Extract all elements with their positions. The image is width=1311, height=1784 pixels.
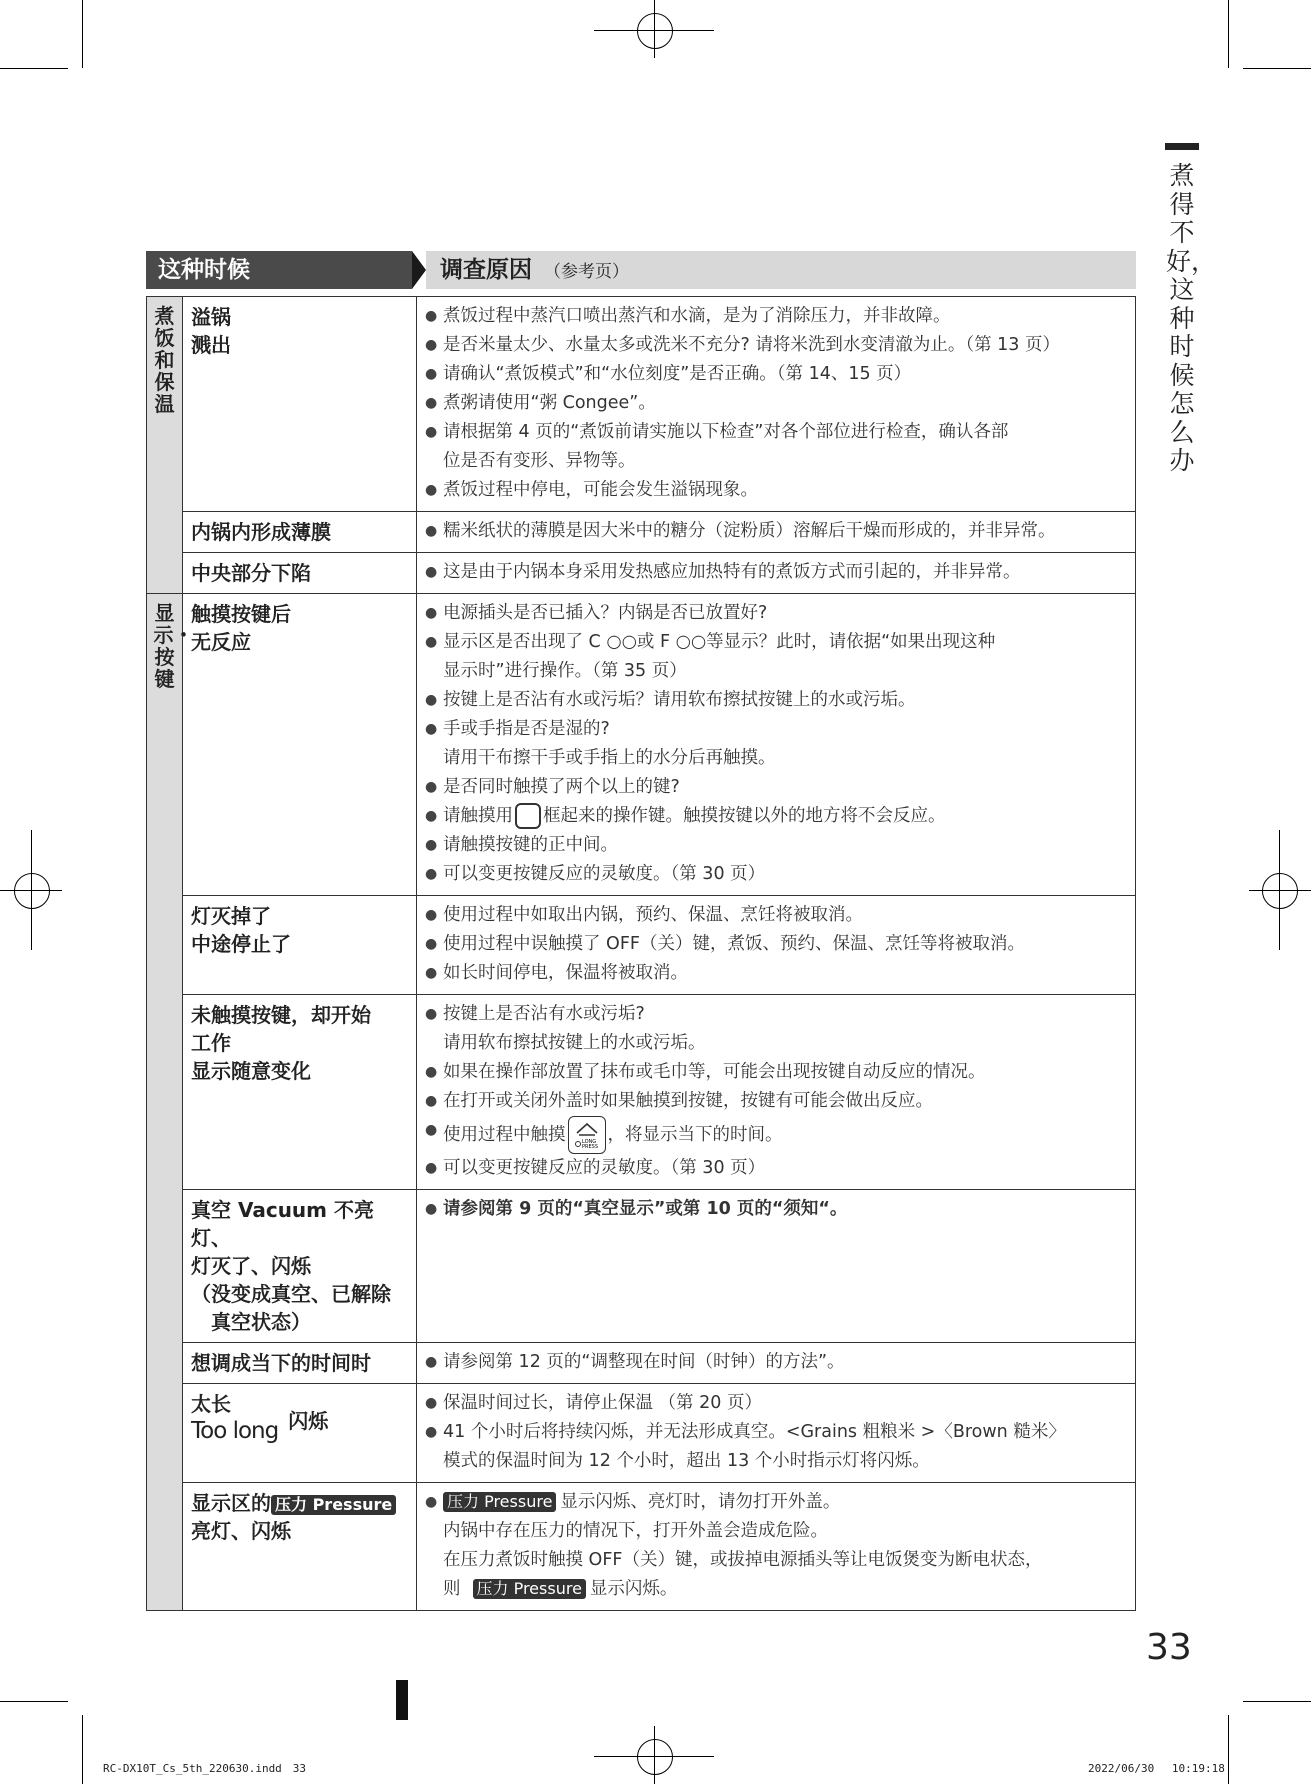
cause-line: ● 使用过程中误触摸了 OFF（关）键，煮饭、预约、保温、烹饪等将被取消。 <box>425 930 1127 959</box>
cause-text: 请触摸用 <box>443 806 513 826</box>
cause-text: 使用过程中触摸 <box>443 1125 566 1145</box>
table-row <box>147 594 1136 896</box>
cause-line: 在压力煮饭时触摸 OFF（关）键，或拔掉电源插头等让电饭煲变为断电状态， <box>443 1550 1043 1570</box>
symptom-cell <box>183 297 417 512</box>
symptom-line: 工作 <box>191 1031 231 1055</box>
cause-cell <box>417 594 1136 896</box>
cause-line: ● 请触摸按键的正中间。 <box>425 831 1127 860</box>
table-row <box>147 1384 1136 1483</box>
symptom-text: 显示区的 <box>191 1491 271 1515</box>
cause-line: ● 可以变更按键反应的灵敏度。（第 30 页） <box>425 860 1127 889</box>
troubleshooting-table <box>146 296 1136 1611</box>
long-press-icon <box>568 1116 606 1154</box>
symptom-cell <box>183 1190 417 1343</box>
symptom-line: 内锅内形成薄膜 <box>191 520 331 544</box>
cause-text: 框起来的操作键。触摸按键以外的地方将不会反应。 <box>543 806 946 826</box>
header-arrow-icon <box>412 251 426 289</box>
symptom-line: 触摸按键后 <box>191 602 291 626</box>
cause-cell <box>417 1384 1136 1483</box>
symptom-cell <box>183 553 417 594</box>
table-row <box>147 553 1136 594</box>
cause-line: ● 保温时间过长，请停止保温 （第 20 页） <box>425 1389 1127 1418</box>
cause-line: ● 如长时间停电，保温将被取消。 <box>425 959 1127 988</box>
cause-line: ● 使用过程中如取出内锅，预约、保温、烹饪将被取消。 <box>425 901 1127 930</box>
cause-line: ● 是否米量太少、水量太多或洗米不充分? 请将米洗到水变清澈为止。（第 13 页） <box>425 331 1127 360</box>
category-label <box>147 297 183 594</box>
svg-text:PRESS: PRESS <box>581 1144 598 1150</box>
symptom-line <box>191 1489 408 1517</box>
cause-line <box>425 1116 1127 1154</box>
symptom-line: 中途停止了 <box>191 932 291 956</box>
symptom-cell <box>183 512 417 553</box>
svg-text:LONG: LONG <box>581 1139 596 1145</box>
symptom-line: 中央部分下陷 <box>191 561 311 585</box>
binding-mark <box>396 1680 408 1720</box>
symptom-line: 太长 <box>191 1392 231 1416</box>
cause-text: 则 <box>443 1579 461 1599</box>
cause-line: ● 41 个小时后将持续闪烁，并无法形成真空。<Grains 粗粮米 >〈Brown 糙米〉 <box>425 1418 1127 1447</box>
header-cause-note: （参考页） <box>544 262 629 282</box>
cause-cell <box>417 995 1136 1190</box>
pressure-badge: 压力 Pressure <box>271 1495 396 1515</box>
cause-line: ● 显示区是否出现了 C ○○或 F ○○等显示？此时，请依据“如果出现这种 <box>425 628 1127 657</box>
cause-cell <box>417 1343 1136 1384</box>
page-number: 33 <box>1146 1627 1192 1668</box>
cause-line: ● 这是由于内锅本身采用发热感应加热特有的煮饭方式而引起的，并非异常。 <box>425 558 1127 587</box>
cause-cell <box>417 1483 1136 1611</box>
symptom-line: 溅出 <box>191 333 231 357</box>
too-long-display: Too long <box>191 1418 279 1444</box>
cause-cell <box>417 512 1136 553</box>
cause-line: ● 按键上是否沾有水或污垢？请用软布擦拭按键上的水或污垢。 <box>425 686 1127 715</box>
cause-cell <box>417 1190 1136 1343</box>
symptom-line: 真空 Vacuum 不亮灯、 <box>191 1198 374 1250</box>
cause-line: 请用软布擦拭按键上的水或污垢。 <box>443 1033 706 1053</box>
cause-line: ● 手或手指是否是湿的? <box>425 715 1127 744</box>
cause-line: ● 煮饭过程中停电，可能会发生溢锅现象。 <box>425 476 1127 505</box>
key-frame-icon <box>515 803 541 829</box>
symptom-line: 亮灯、闪烁 <box>191 1519 291 1543</box>
table-row <box>147 1190 1136 1343</box>
table-row <box>147 1343 1136 1384</box>
cause-line: ● 请参阅第 12 页的“调整现在时间（时钟）的方法”。 <box>425 1348 1127 1377</box>
cause-line: ● 可以变更按键反应的灵敏度。（第 30 页） <box>425 1154 1127 1183</box>
symptom-cell <box>183 1384 417 1483</box>
cause-line: ● 如果在操作部放置了抹布或毛巾等，可能会出现按键自动反应的情况。 <box>425 1058 1127 1087</box>
cause-line: ● 在打开或关闭外盖时如果触摸到按键，按键有可能会做出反应。 <box>425 1087 1127 1116</box>
cause-text: ，将显示当下的时间。 <box>607 1125 783 1145</box>
symptom-cell <box>183 896 417 995</box>
symptom-line: 想调成当下的时间时 <box>191 1351 371 1375</box>
cause-line: ● 煮饭过程中蒸汽口喷出蒸汽和水滴，是为了消除压力，并非故障。 <box>425 302 1127 331</box>
cause-line: 显示时”进行操作。（第 35 页） <box>443 661 687 681</box>
symptom-line: 无反应 <box>191 630 251 654</box>
cause-line: ● 是否同时触摸了两个以上的键? <box>425 773 1127 802</box>
symptom-cell <box>183 1343 417 1384</box>
category-label <box>147 594 194 1611</box>
symptom-cell <box>183 1483 417 1611</box>
symptom-line <box>191 1409 408 1444</box>
symptom-cell <box>183 995 417 1190</box>
cause-line: 内锅中存在压力的情况下，打开外盖会造成危险。 <box>443 1521 828 1541</box>
pressure-badge: 压力 Pressure <box>443 1492 556 1512</box>
cause-line: ● 煮粥请使用“粥 Congee”。 <box>425 389 1127 418</box>
table-header <box>146 251 1136 289</box>
symptom-line: 未触摸按键，却开始 <box>191 1003 371 1027</box>
cause-cell <box>417 553 1136 594</box>
cause-line: ● 按键上是否沾有水或污垢? <box>425 1000 1127 1029</box>
side-title: 煮得不好，这种时候怎么办 <box>1166 161 1217 475</box>
symptom-flash: 闪烁 <box>288 1409 329 1433</box>
cause-line: ● 请根据第 4 页的“煮饭前请实施以下检查”对各个部位进行检查，确认各部 <box>425 418 1127 447</box>
cause-cell <box>417 896 1136 995</box>
category-text: 显示・按键 <box>153 601 194 691</box>
table-row <box>147 512 1136 553</box>
table-row <box>147 896 1136 995</box>
symptom-line: 显示随意变化 <box>191 1059 311 1083</box>
cause-line <box>425 1488 1127 1517</box>
table-row <box>147 995 1136 1190</box>
cause-line: 请用干布擦干手或手指上的水分后再触摸。 <box>443 748 776 768</box>
footer-timestamp: 2022/06/30 10:19:18 <box>1088 1762 1225 1775</box>
cause-line: ● 电源插头是否已插入？内锅是否已放置好? <box>425 599 1127 628</box>
cause-text: 显示闪烁。 <box>589 1579 678 1599</box>
cause-line: 位是否有变形、异物等。 <box>443 451 636 471</box>
symptom-line: 灯灭掉了 <box>191 904 271 928</box>
cause-line: ● 请参阅第 9 页的“真空显示”或第 10 页的“须知“。 <box>425 1195 1127 1224</box>
side-title-bar <box>1165 143 1199 150</box>
symptom-line: 溢锅 <box>191 305 231 329</box>
symptom-line: 灯灭了、闪烁 <box>191 1254 311 1278</box>
cause-text: 显示闪烁、亮灯时，请勿打开外盖。 <box>560 1492 841 1512</box>
table-row <box>147 297 1136 512</box>
symptom-line: 真空状态） <box>191 1310 311 1334</box>
category-text: 煮饭和保温 <box>154 304 175 416</box>
cause-line <box>425 1575 1127 1604</box>
cause-line: 模式的保温时间为 12 个小时，超出 13 个小时指示灯将闪烁。 <box>443 1451 930 1471</box>
header-cause: 调查原因 （参考页） <box>426 251 1136 289</box>
symptom-line: （没变成真空、已解除 <box>191 1282 391 1306</box>
pressure-badge: 压力 Pressure <box>473 1579 586 1599</box>
footer-file: RC-DX10T_Cs_5th_220630.indd 33 <box>103 1762 307 1775</box>
table-row <box>147 1483 1136 1611</box>
symptom-cell <box>183 594 417 896</box>
cause-line <box>425 802 1127 831</box>
cause-line: ● 糯米纸状的薄膜是因大米中的糖分（淀粉质）溶解后干燥而形成的，并非异常。 <box>425 517 1127 546</box>
cause-line: ● 请确认“煮饭模式”和“水位刻度”是否正确。（第 14、15 页） <box>425 360 1127 389</box>
header-situation: 这种时候 <box>146 251 412 289</box>
cause-cell <box>417 297 1136 512</box>
